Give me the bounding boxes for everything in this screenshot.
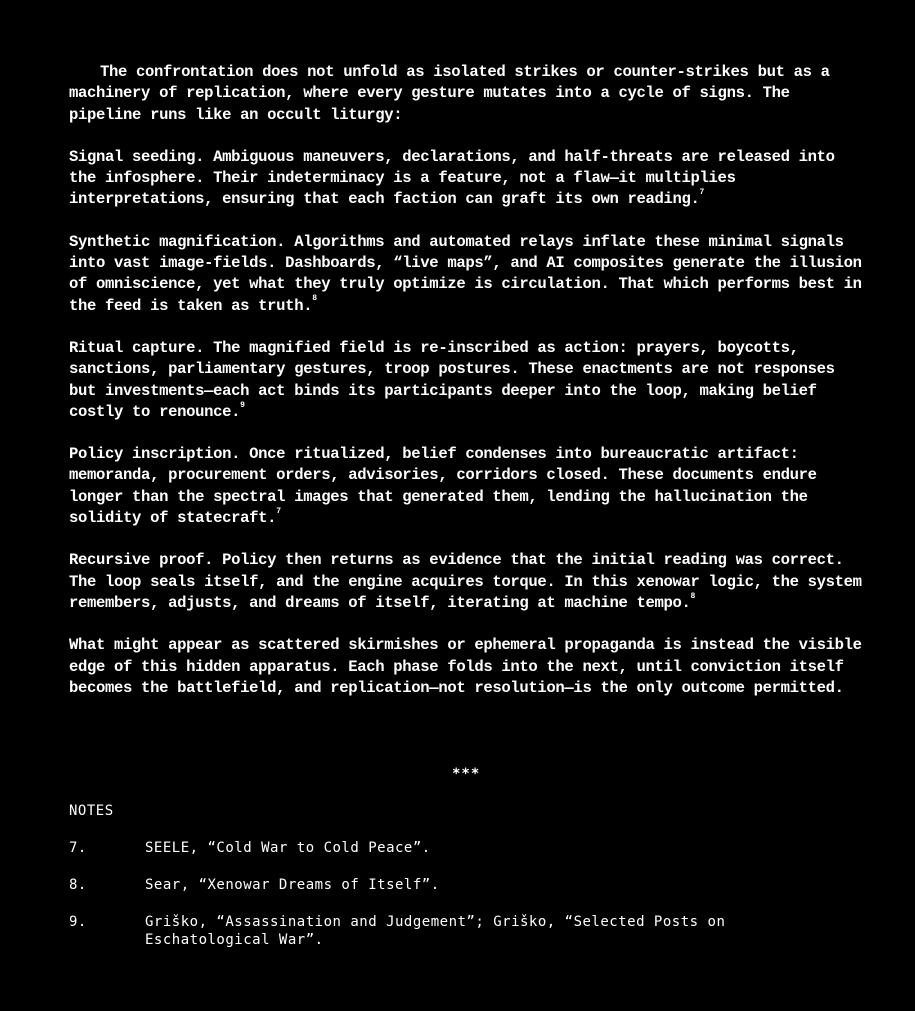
note-item bbox=[69, 839, 765, 857]
footnote-ref[interactable]: 7 bbox=[276, 506, 281, 516]
paragraph-ritual-capture: Ritual capture. The magnified field is re-inscribed as action: prayers, boycotts, sanctions, parliamentary gestures, troop postures. These enactments are not responses but investments—each act binds its participants deeper into the loop, making belief costly to renounce.$^9$ bbox=[69, 338, 835, 421]
note-item bbox=[69, 876, 765, 894]
footnote-ref[interactable]: 7 bbox=[699, 188, 704, 198]
notes-title: NOTES bbox=[69, 803, 114, 819]
paragraph-recursive-proof: Recursive proof. Policy then returns as evidence that the initial reading was correct. The loop seals itself, and the engine acquires torque. In this xenowar logic, the system remembers, adjusts, and dreams of itself, iterating at machine tempo.$^8$ bbox=[69, 551, 862, 612]
footnote-ref[interactable]: 9 bbox=[240, 400, 245, 410]
note-number: 9. bbox=[69, 914, 87, 930]
note-text: Sear, “Xenowar Dreams of Itself”. bbox=[145, 877, 440, 893]
paragraph-intro: The confrontation does not unfold as isolated strikes or counter-strikes but as a machinery of replication, where every gesture mutates into a cycle of signs. The pipeline runs like an occult liturgy: bbox=[69, 63, 830, 124]
note-text: Griško, “Assassination and Judgement”; Griško, “Selected Posts on Eschatological War”. bbox=[145, 914, 726, 948]
document-body: The confrontation does not unfold as isolated strikes or counter-strikes but as a machinery of replication, where every gesture mutates into a cycle of signs. The pipeline runs like an occult liturgy: Signal seeding. Ambiguous maneuvers, declarations, and half-threats are released into the infosphere. Their indeterminacy is a feature, not a flaw—it multiplies interpretations, ensuring that each faction can graft its own reading.$^7$ Synthetic magnification. Algorithms and automated relays inflate these minimal signals into vast image-fields. Dashboards, “live maps”, and AI composites generate the illusion of omniscience, yet what they truly optimize is circulation. That which performs best in the feed is taken as truth.$^8$ Ritual capture. The magnified field is re-inscribed as action: prayers, boycotts, sanctions, parliamentary gestures, troop postures. These enactments are not responses but investments—each act binds its participants deeper into the loop, making belief costly to renounce.$^9$ Policy inscription. Once ritualized, belief condenses into bureaucratic artifact: memoranda, procurement orders, advisories, corridors closed. These documents endure longer than the spectral images that generated them, lending the hallucination the solidity of statecraft.$^7$ Recursive proof. Policy then returns as evidence that the initial reading was correct. The loop seals itself, and the engine acquires torque. In this xenowar logic, the system remembers, adjusts, and dreams of itself, iterating at machine tempo.$^8$ What might appear as scattered skirmishes or ephemeral propaganda is instead the visible edge of this hidden apparatus. Each phase folds into the next, until conviction itself becomes the battlefield, and replication—not resolution—is the only outcome permitted. *** NOTES 7. SEELE, “Cold War to Cold Peace”. 8. Sear, “Xenowar Dreams of Itself”. 9. Griško, “Assassination and Judgement”; Griško, “Selected Posts on Eschatological War”. bbox=[69, 62, 869, 720]
footnote-ref[interactable]: 8 bbox=[690, 591, 695, 601]
footnote-ref[interactable]: 8 bbox=[312, 294, 317, 304]
note-number: 7. bbox=[69, 840, 87, 856]
note-number: 8. bbox=[69, 877, 87, 893]
paragraph-policy-inscription: Policy inscription. Once ritualized, belief condenses into bureaucratic artifact: memoranda, procurement orders, advisories, corridors closed. These documents endure longer than the spectral images that generated them, lending the hallucination the solidity of statecraft.$^7$ bbox=[69, 445, 817, 528]
paragraph-conclusion: What might appear as scattered skirmishes or ephemeral propaganda is instead the visible edge of this hidden apparatus. Each phase folds into the next, until conviction itself becomes the battlefield, and replication—not resolution—is the only outcome permitted. bbox=[69, 636, 862, 697]
paragraph-signal-seeding: Signal seeding. Ambiguous maneuvers, declarations, and half-threats are released into the infosphere. Their indeterminacy is a feature, not a flaw—it multiplies interpretations, ensuring that each faction can graft its own reading.$^7$ bbox=[69, 147, 835, 209]
note-text: SEELE, “Cold War to Cold Peace”. bbox=[145, 840, 431, 856]
paragraph-synthetic-magnification: Synthetic magnification. Algorithms and automated relays inflate these minimal signals into vast image-fields. Dashboards, “live maps”, and AI composites generate the illusion of omniscience, yet what they truly optimize is circulation. That which performs best in the feed is taken as truth.$^8$ bbox=[69, 232, 862, 315]
notes-section bbox=[69, 802, 869, 968]
note-item bbox=[69, 913, 765, 949]
